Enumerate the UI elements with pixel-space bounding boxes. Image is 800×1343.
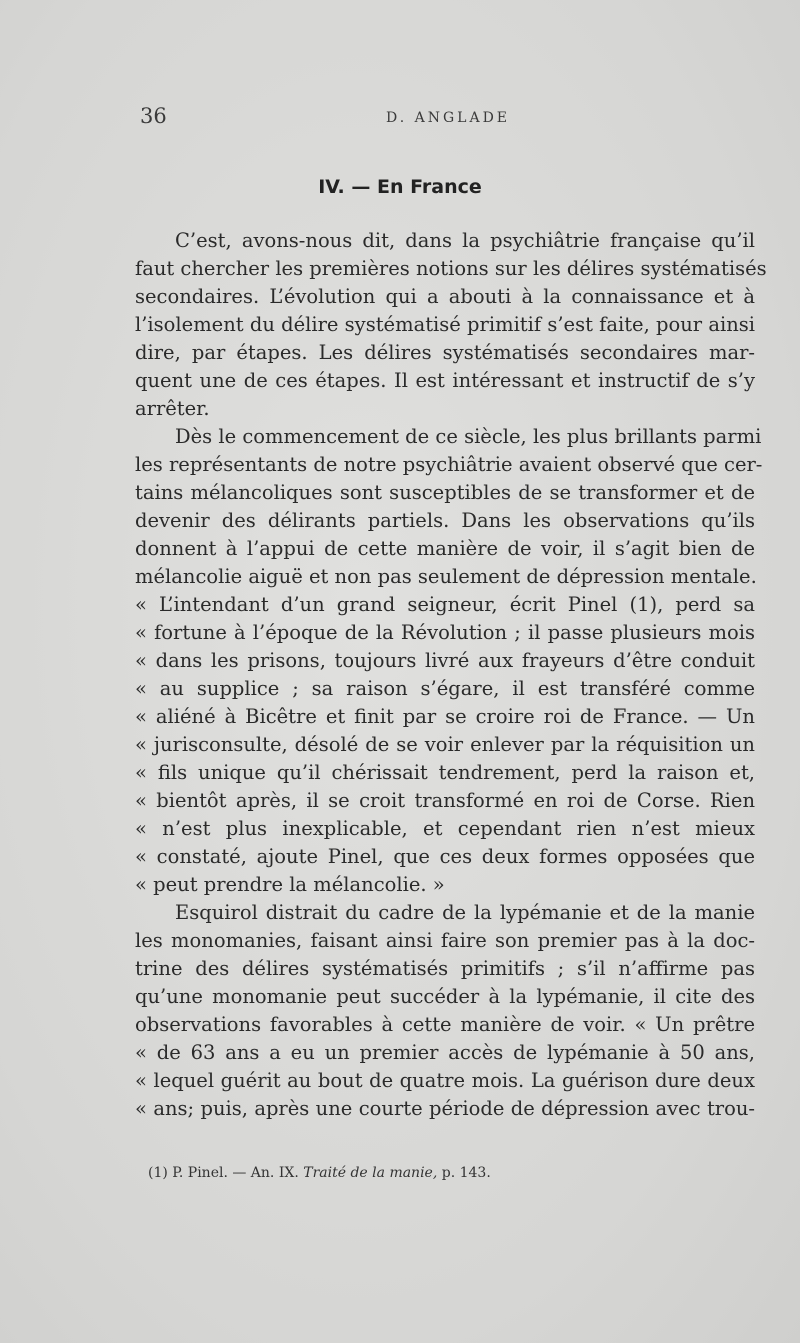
text-line: « de 63 ans a eu un premier accès de lypémanie à 50 ans, [135, 1041, 755, 1064]
text-line: mélancolie aiguë et non pas seulement de dépression mentale. [135, 565, 757, 588]
text-line: qu’une monomanie peut succéder à la lypémanie, il cite des [135, 985, 755, 1008]
text-line: quent une de ces étapes. Il est intéressant et instructif de s’y [135, 369, 755, 392]
text-line: devenir des délirants partiels. Dans les observations qu’ils [135, 509, 755, 532]
running-head: D. ANGLADE [386, 110, 511, 126]
text-line: observations favorables à cette manière de voir. « Un prêtre [135, 1013, 755, 1036]
text-line: donnent à l’appui de cette manière de voir, il s’agit bien de [135, 537, 755, 560]
footnote-marker: (1) [148, 1165, 168, 1181]
text-line: arrêter. [135, 397, 210, 420]
text-line: « L’intendant d’un grand seigneur, écrit Pinel (1), perd sa [135, 593, 755, 616]
text-line: secondaires. L’évolution qui a abouti à la connaissance et à [135, 285, 755, 308]
footnote-author: P. Pinel. — An. IX. [172, 1165, 299, 1181]
page-number: 36 [140, 104, 167, 128]
text-line: « jurisconsulte, désolé de se voir enlever par la réquisition un [135, 733, 755, 756]
text-line: Dès le commencement de ce siècle, les plus brillants parmi [175, 425, 762, 448]
text-line: « constaté, ajoute Pinel, que ces deux formes opposées que [135, 845, 755, 868]
text-line: trine des délires systématisés primitifs ; s’il n’affirme pas [135, 957, 755, 980]
text-line: les représentants de notre psychiâtrie avaient observé que cer- [135, 453, 763, 476]
text-line: Esquirol distrait du cadre de la lypémanie et de la manie [175, 901, 755, 924]
text-line: « aliéné à Bicêtre et finit par se croire roi de France. — Un [135, 705, 755, 728]
text-line: « au supplice ; sa raison s’égare, il est transféré comme [135, 677, 755, 700]
text-line: « n’est plus inexplicable, et cependant rien n’est mieux [135, 817, 755, 840]
text-line: dire, par étapes. Les délires systématisés secondaires mar- [135, 341, 755, 364]
text-line: « dans les prisons, toujours livré aux frayeurs d’être conduit [135, 649, 755, 672]
text-line: C’est, avons-nous dit, dans la psychiâtrie française qu’il [175, 229, 755, 252]
text-line: « fortune à l’époque de la Révolution ; il passe plusieurs mois [135, 621, 755, 644]
page-header [0, 104, 800, 134]
text-line: « peut prendre la mélancolie. » [135, 873, 445, 896]
text-line: « ans; puis, après une courte période de dépression avec trou- [135, 1097, 755, 1120]
text-line: les monomanies, faisant ainsi faire son premier pas à la doc- [135, 929, 755, 952]
text-line: « fils unique qu’il chérissait tendrement, perd la raison et, [135, 761, 755, 784]
text-line: tains mélancoliques sont susceptibles de se transformer et de [135, 481, 755, 504]
text-line: « bientôt après, il se croit transformé en roi de Corse. Rien [135, 789, 755, 812]
text-line: l’isolement du délire systématisé primitif s’est faite, pour ainsi [135, 313, 755, 336]
text-line: faut chercher les premières notions sur les délires systématisés [135, 257, 767, 280]
footnote-page: p. 143. [441, 1165, 491, 1181]
footnote-title: Traité de la manie, [303, 1165, 438, 1181]
footnote [148, 1165, 491, 1181]
body-text [135, 227, 767, 1123]
text-line: « lequel guérit au bout de quatre mois. La guérison dure deux [135, 1069, 755, 1092]
section-title: IV. — En France [318, 176, 482, 198]
